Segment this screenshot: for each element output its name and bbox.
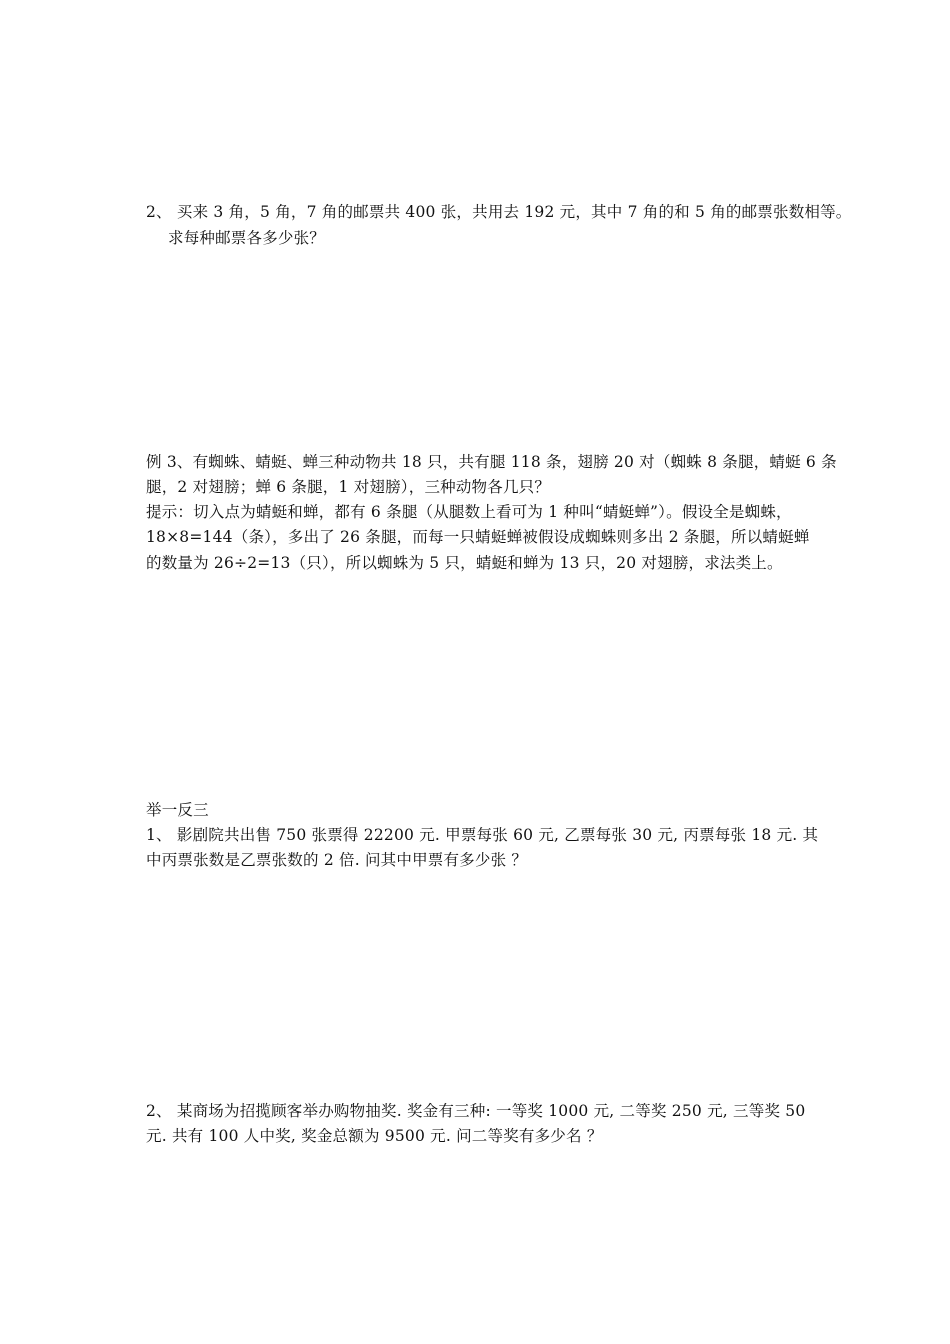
problem-2-line-2: 求每种邮票各多少张？ [168,229,326,247]
practice-question-1-line-2: 中丙票张数是乙票张数的 2 倍. 问其中甲票有多少张 ？ [146,851,528,869]
practice-heading: 举一反三 [146,801,209,819]
example-3-line-2: 腿，2 对翅膀；蝉 6 条腿，1 对翅膀），三种动物各几只？ [146,478,551,496]
example-3-hint-line-1: 提示：切入点为蜻蜓和蝉，都有 6 条腿（从腿数上看可为 1 种叫“蜻蜓蝉”）。假设全是蜘蛛， [146,503,792,521]
example-3-hint-line-3: 的数量为 26÷2=13（只），所以蜘蛛为 5 只，蜻蜓和蝉为 13 只，20 对翅膀，求法类上。 [146,554,783,572]
example-3-line-1: 例 3、有蜘蛛、蜻蜓、蝉三种动物共 18 只，共有腿 118 条，翅膀 20 对（蜘蛛 8 条腿，蜻蜓 6 条 [146,453,837,471]
problem-2-line-1: 2、 买来 3 角，5 角，7 角的邮票共 400 张，共用去 192 元，其中 7 角的和 5 角的邮票张数相等。 [146,203,852,221]
practice-question-1-line-1: 1、 影剧院共出售 750 张票得 22200 元. 甲票每张 60 元, 乙票每张 30 元, 丙票每张 18 元. 其 [146,826,819,844]
example-3-hint-line-2: 18×8=144（条），多出了 26 条腿，而每一只蜻蜓蝉被假设成蜘蛛则多出 2 条腿，所以蜻蜓蝉 [146,528,810,546]
practice-question-2-line-1: 2、 某商场为招揽顾客举办购物抽奖. 奖金有三种: 一等奖 1000 元, 二等奖 250 元, 三等奖 50 [146,1102,806,1120]
practice-question-2-line-2: 元. 共有 100 人中奖, 奖金总额为 9500 元. 问二等奖有多少名 ？ [146,1127,603,1145]
